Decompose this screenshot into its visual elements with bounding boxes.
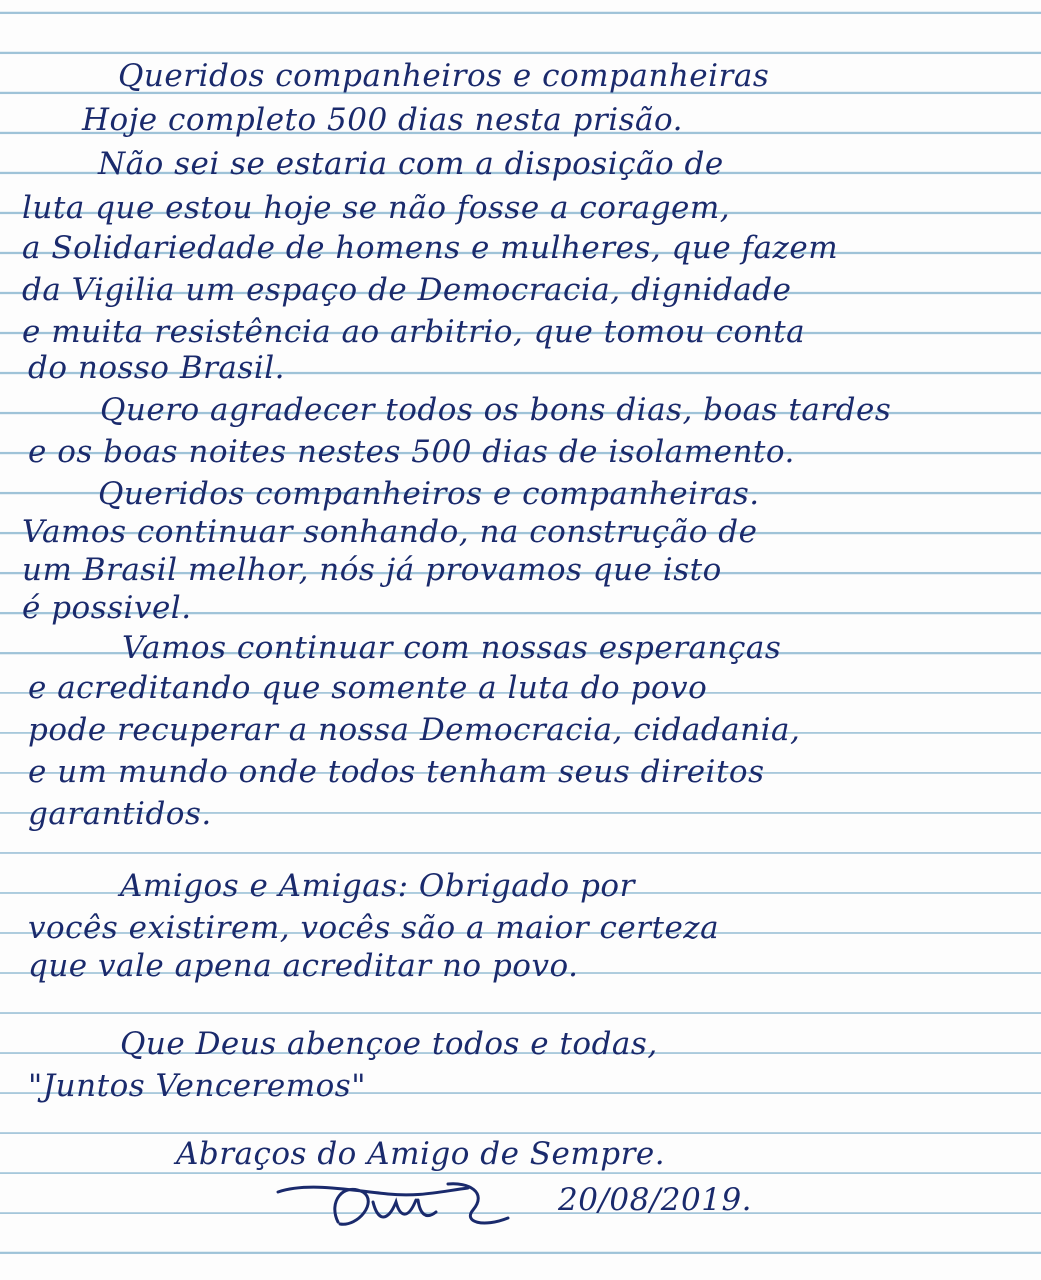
- letter-line: Vamos continuar sonhando, na construção de: [22, 514, 758, 550]
- letter-line: vocês existirem, vocês são a maior certeza: [28, 910, 720, 946]
- letter-line: e acreditando que somente a luta do povo: [28, 670, 708, 706]
- letter-line: Queridos companheiros e companheiras: [118, 58, 770, 94]
- letter-line: um Brasil melhor, nós já provamos que isto: [22, 552, 722, 588]
- letter-line: é possivel.: [22, 590, 192, 626]
- letter-line: e os boas noites nestes 500 dias de isolamento.: [28, 434, 795, 470]
- letter-line: do nosso Brasil.: [28, 350, 285, 386]
- letter-line: Amigos e Amigas: Obrigado por: [120, 868, 635, 904]
- letter-line: Vamos continuar com nossas esperanças: [122, 630, 782, 666]
- letter-line: "Juntos Venceremos": [28, 1068, 366, 1104]
- letter-line: da Vigilia um espaço de Democracia, dignidade: [22, 272, 792, 308]
- letter-line: Queridos companheiros e companheiras.: [98, 476, 760, 512]
- letter-line: pode recuperar a nossa Democracia, cidadania,: [28, 712, 801, 748]
- letter-line: Não sei se estaria com a disposição de: [98, 146, 724, 182]
- letter-line: Quero agradecer todos os bons dias, boas tardes: [100, 392, 892, 428]
- letter-line: Abraços do Amigo de Sempre.: [176, 1136, 666, 1172]
- letter-line: Que Deus abençoe todos e todas,: [120, 1026, 658, 1062]
- letter-line: luta que estou hoje se não fosse a coragem,: [22, 190, 731, 226]
- letter-line: que vale apena acreditar no povo.: [28, 948, 579, 984]
- letter-line: e muita resistência ao arbitrio, que tomou conta: [22, 314, 806, 350]
- letter-line: e um mundo onde todos tenham seus direitos: [28, 754, 765, 790]
- handwritten-signature: [268, 1162, 538, 1242]
- letter-line: Hoje completo 500 dias nesta prisão.: [82, 102, 683, 138]
- letter-line: garantidos.: [28, 796, 212, 832]
- letter-date: 20/08/2019.: [558, 1182, 753, 1218]
- letter-line: a Solidariedade de homens e mulheres, que fazem: [22, 230, 839, 266]
